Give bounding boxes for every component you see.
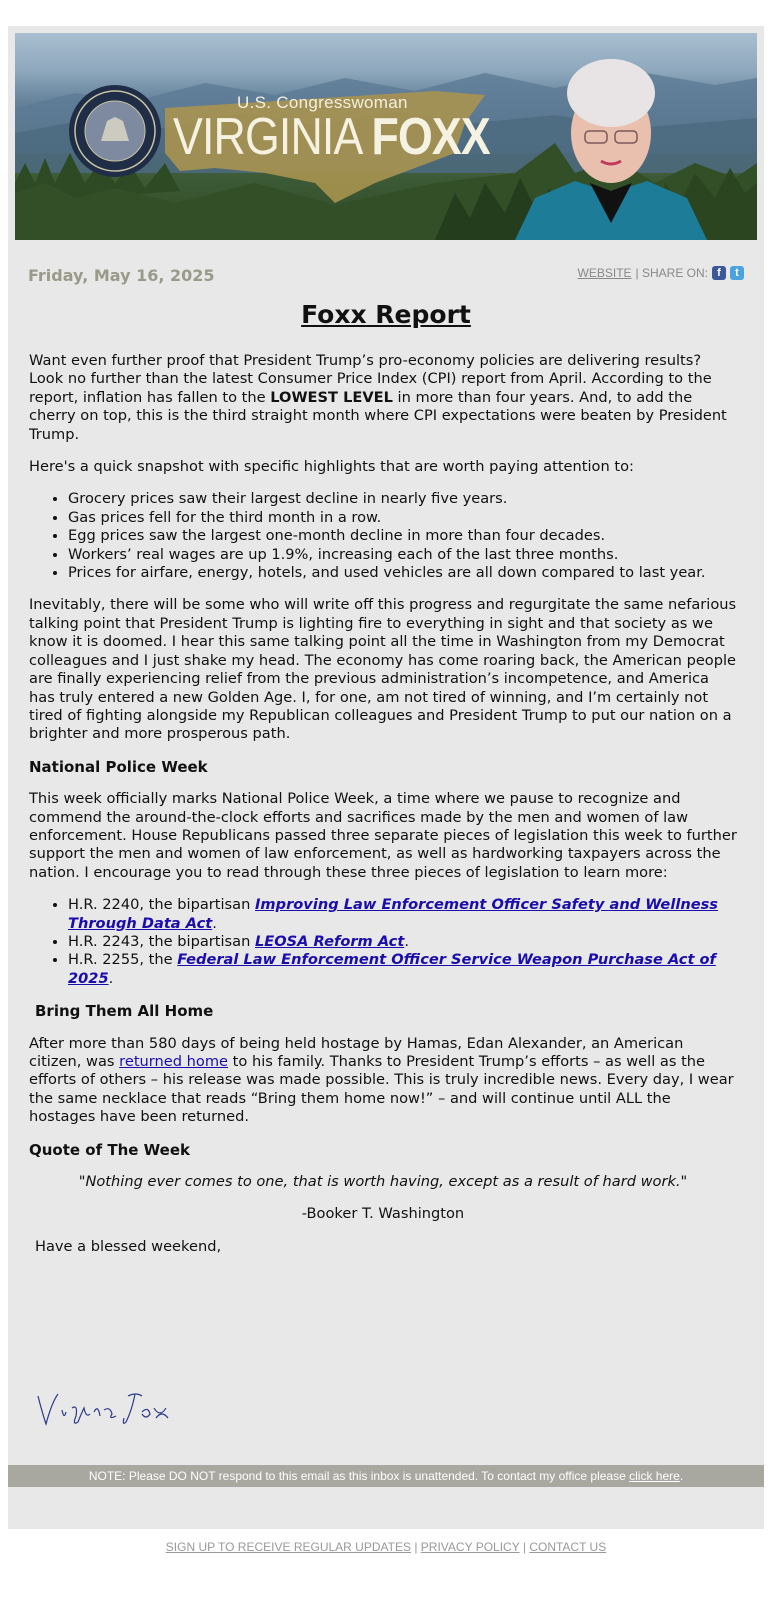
- intro-bold: LOWEST LEVEL: [270, 388, 393, 406]
- quote-author: -Booker T. Washington: [301, 1205, 465, 1223]
- header-banner: [15, 33, 757, 240]
- progress-paragraph: Inevitably, there will be some who will write off this progress and regurgitate the same nefarious talking point that President Trump is lighting fire to everything in sight and that society as we know it is doomed. I hear this same talking point all the time in Washington from my Democrat colleagues and I just shake my head. The economy has come roaring back, the American people are finally experiencing relief from the previous administration’s incompetence, and America has truly entered a new Golden Age. I, for one, am not tired of winning, and I’m certainly not tired of fighting alongside my Republican colleagues and President Trump to put our nation on a brighter and more prosperous path.: [29, 596, 737, 743]
- list-item: [68, 896, 737, 933]
- quote-heading: Quote of The Week: [29, 1140, 190, 1159]
- website-link[interactable]: WEBSITE: [577, 266, 632, 280]
- footer-links: [0, 1540, 772, 1554]
- banner-subtitle: U.S. Congresswoman: [237, 93, 408, 112]
- email-container: [8, 26, 764, 1529]
- police-week-heading: National Police Week: [29, 757, 208, 776]
- signup-link[interactable]: SIGN UP TO RECEIVE REGULAR UPDATES: [165, 1540, 411, 1554]
- bill-link[interactable]: Improving Law Enforcement Officer Safety and Wellness Through Data Act: [68, 896, 718, 932]
- intro-text-a: Want even further proof that President Trump’s pro-economy policies are delivering results? Look no further than the latest Consumer Price Index (CPI) report from April. According to the report, inflation has fallen to the: [29, 352, 712, 406]
- footer-separator: |: [522, 1540, 526, 1554]
- hostages-text-a: After more than 580 days of being held hostage by Hamas, Edan Alexander, an American citizen, was: [29, 1034, 684, 1070]
- list-item: • Workers’ real wages are up 1.9%, increasing each of the last three months.: [68, 546, 737, 564]
- list-item: [68, 933, 737, 951]
- unattended-inbox-notice: [8, 1465, 764, 1487]
- returned-home-link[interactable]: returned home: [119, 1053, 229, 1070]
- list-item: • Egg prices saw the largest one-month decline in more than four decades.: [68, 527, 737, 545]
- list-item: [68, 951, 737, 988]
- banner-last-name: FOXX: [371, 108, 490, 166]
- hostages-paragraph: [29, 1035, 737, 1127]
- notice-text: NOTE: Please DO NOT respond to this email as this inbox is unattended. To contact my office please: [88, 1469, 630, 1483]
- bill-suffix: .: [212, 914, 217, 932]
- police-week-paragraph: This week officially marks National Police Week, a time where we pause to recognize and commend the around-the-clock efforts and sacrifices made by the men and women of law enforcement. House Republicans passed three separate pieces of legislation this week to further support the men and women of law enforcement, as well as hardworking taxpayers across the nation. I encourage you to read through these three pieces of legislation to learn more:: [29, 790, 737, 881]
- bill-prefix: H.R. 2243, the bipartisan: [68, 932, 255, 950]
- list-item: • Grocery prices saw their largest decline in nearly five years.: [68, 490, 737, 508]
- newsletter-body: [29, 352, 737, 1256]
- notice-end: .: [679, 1469, 684, 1483]
- twitter-icon[interactable]: t: [730, 266, 744, 280]
- bills-list: [29, 896, 737, 988]
- list-item: • Prices for airfare, energy, hotels, and used vehicles are all down compared to last year.: [68, 564, 737, 582]
- bill-prefix: H.R. 2240, the bipartisan: [68, 896, 255, 914]
- hostages-text-b: to his family. Thanks to President Trump’s efforts – as well as the efforts of others – his release was made possible. This is truly incredible news. Every day, I wear the same necklace that reads “Bring them home now!” – and will continue until ALL the hostages have been returned.: [29, 1053, 734, 1126]
- banner-first-name: VIRGINIA: [173, 108, 360, 166]
- list-item: • Gas prices fell for the third month in a row.: [68, 509, 737, 527]
- snapshot-paragraph: Here's a quick snapshot with specific highlights that are worth paying attention to:: [29, 458, 634, 476]
- intro-paragraph: [29, 352, 737, 444]
- bill-suffix: .: [404, 932, 409, 950]
- issue-date: Friday, May 16, 2025: [28, 266, 215, 285]
- hostages-heading: Bring Them All Home: [35, 1002, 214, 1021]
- closing-text: Have a blessed weekend,: [35, 1237, 222, 1255]
- contact-us-link[interactable]: CONTACT US: [529, 1540, 607, 1554]
- facebook-icon[interactable]: f: [712, 266, 726, 280]
- highlights-list: [29, 490, 737, 582]
- bill-link[interactable]: LEOSA Reform Act: [255, 932, 405, 950]
- privacy-policy-link[interactable]: PRIVACY POLICY: [420, 1540, 520, 1554]
- newsletter-title: Foxx Report: [301, 300, 471, 329]
- quote-text: "Nothing ever comes to one, that is worth having, except as a result of hard work.": [78, 1173, 688, 1191]
- share-label: | SHARE ON:: [635, 266, 708, 280]
- footer-separator: |: [414, 1540, 418, 1554]
- date-bar: [28, 262, 744, 286]
- share-bar: [578, 266, 744, 280]
- bill-suffix: .: [108, 969, 114, 987]
- bill-link[interactable]: Federal Law Enforcement Officer Service Weapon Purchase Act of 2025: [68, 951, 716, 987]
- bill-prefix: H.R. 2255, the: [68, 951, 178, 969]
- signature-image: [32, 1382, 172, 1442]
- intro-text-b: in more than four years. And, to add the cherry on top, this is the third straight month where CPI expectations were beaten by President Trump.: [29, 388, 727, 443]
- contact-click-here-link[interactable]: click here: [629, 1469, 680, 1483]
- banner-name: [173, 107, 490, 167]
